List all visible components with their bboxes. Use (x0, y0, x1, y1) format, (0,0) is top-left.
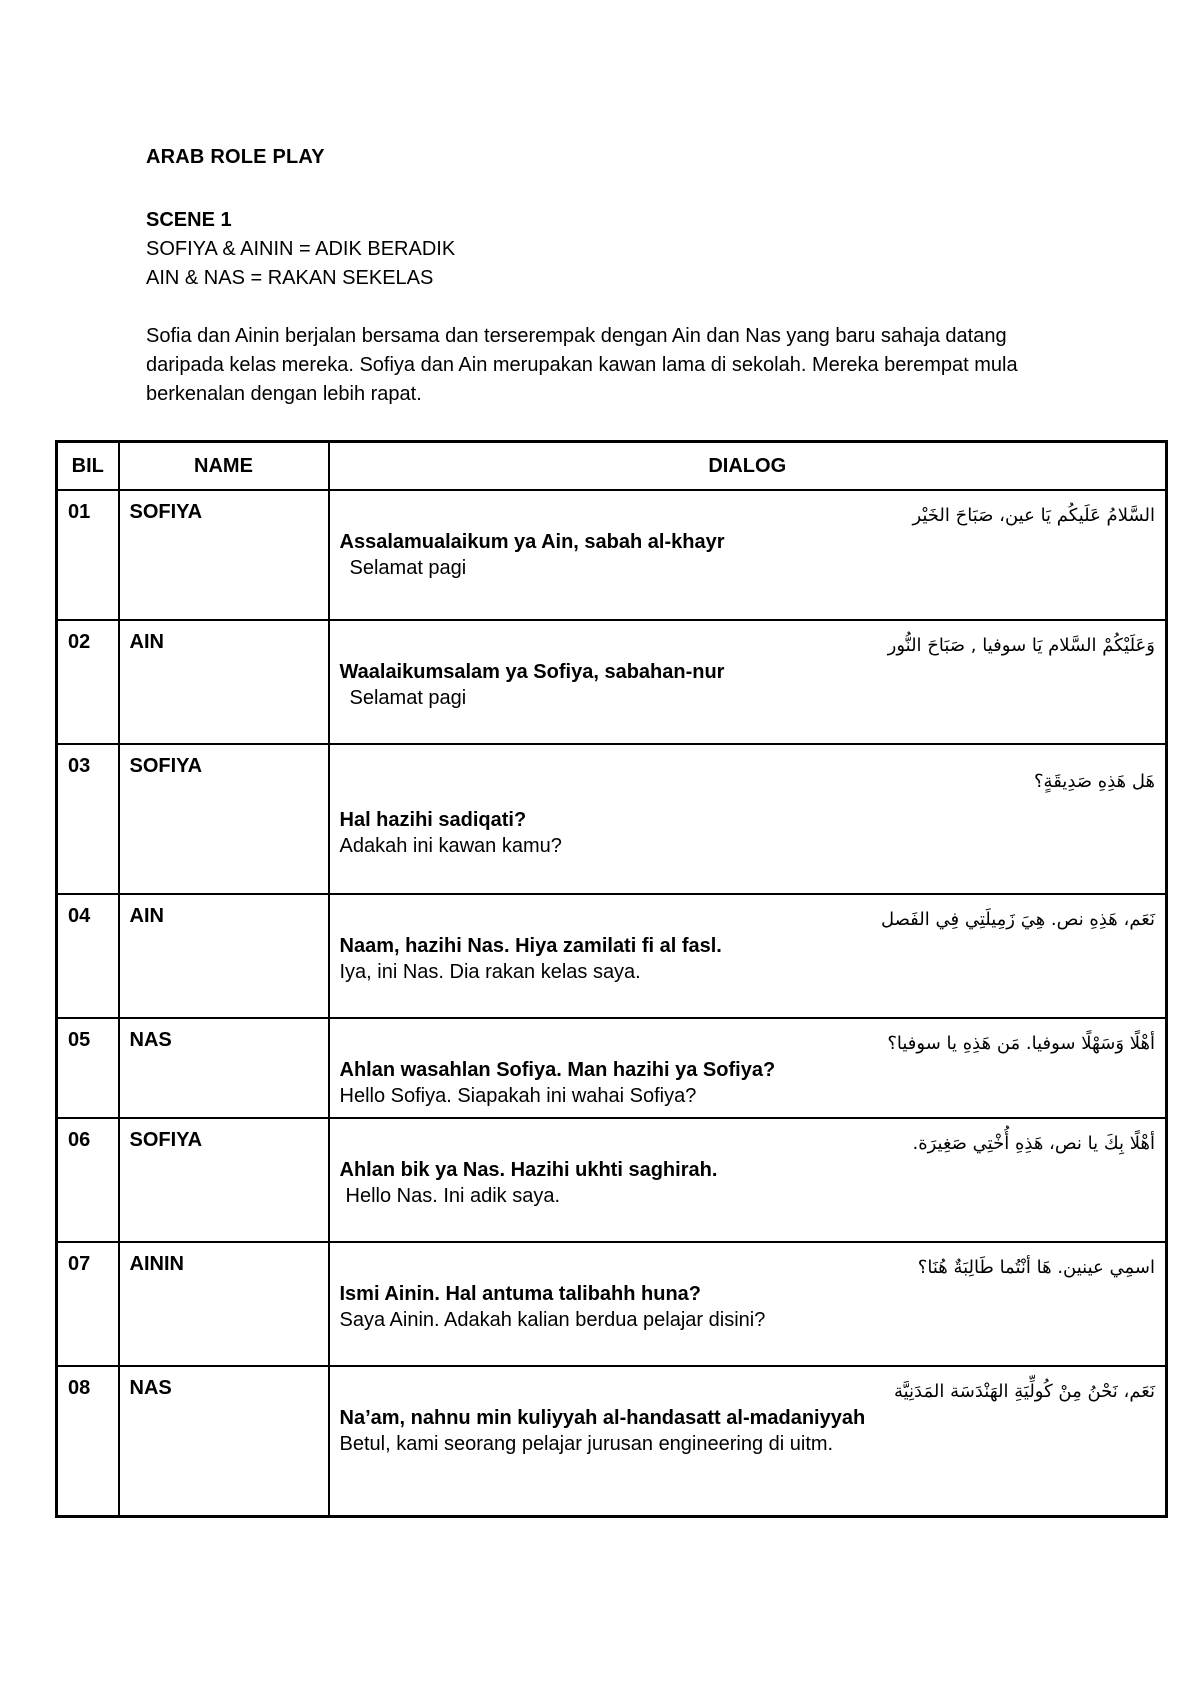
dialog-arabic: أهْلًا وَسَهْلًا سوفيا. مَن هَذِهِ يا سوفيا؟ (887, 1033, 1155, 1054)
header-dialog: DIALOG (329, 442, 1167, 491)
dialog-arabic: نَعَم، هَذِهِ نص. هِيَ زَمِيلَتِي فِي الفَصل (880, 909, 1155, 930)
dialog-translation: Betul, kami seorang pelajar jurusan engineering di uitm. (339, 1433, 834, 1455)
row-dialog (329, 894, 1167, 1018)
row-dialog (329, 1018, 1167, 1118)
row-name: AIN (119, 894, 329, 1018)
dialog-romanized: Ismi Ainin. Hal antuma talibahh huna? (339, 1283, 702, 1305)
intro-paragraph: Sofia dan Ainin berjalan bersama dan terserempak dengan Ain dan Nas yang baru sahaja datang daripada kelas mereka. Sofiya dan Ain merupakan kawan lama di sekolah. Mereka berempat mula berkenalan dengan lebih rapat. (146, 325, 1018, 405)
dialog-arabic: هَل هَذِهِ صَدِيقَةٍ؟ (1034, 771, 1155, 792)
table-row (57, 894, 1167, 1018)
table-header-row (57, 442, 1167, 491)
dialog-romanized: Naam, hazihi Nas. Hiya zamilati fi al fasl. (339, 935, 722, 957)
row-bil: 01 (57, 490, 119, 620)
dialog-arabic: اسمِي عينين. هَا أنْتُما طَالِبَةٌ هُنَا؟ (917, 1257, 1155, 1278)
dialog-romanized: Assalamualaikum ya Ain, sabah al-khayr (339, 531, 725, 553)
dialog-translation: Iya, ini Nas. Dia rakan kelas saya. (339, 961, 641, 983)
dialog-translation: Adakah ini kawan kamu? (339, 835, 562, 857)
row-name: SOFIYA (119, 1118, 329, 1242)
row-dialog (329, 490, 1167, 620)
row-dialog (329, 1242, 1167, 1366)
table-row (57, 490, 1167, 620)
dialog-romanized: Ahlan bik ya Nas. Hazihi ukhti saghirah. (339, 1159, 718, 1181)
dialog-romanized: Hal hazihi sadiqati? (339, 809, 527, 831)
row-name: NAS (119, 1018, 329, 1118)
row-name: NAS (119, 1366, 329, 1516)
table-row (57, 1366, 1167, 1516)
table-row (57, 1118, 1167, 1242)
row-bil: 08 (57, 1366, 119, 1516)
row-dialog (329, 1118, 1167, 1242)
scene-block (146, 206, 455, 293)
table-row (57, 1018, 1167, 1118)
header-name: NAME (119, 442, 329, 491)
scene-title: SCENE 1 (146, 209, 232, 231)
table-row (57, 1242, 1167, 1366)
row-name: SOFIYA (119, 744, 329, 894)
dialog-arabic: أهْلًا بِكَ يا نص، هَذِهِ أُخْتِي صَغِيرَة. (912, 1133, 1155, 1154)
dialog-romanized: Na’am, nahnu min kuliyyah al-handasatt al-madaniyyah (339, 1407, 866, 1429)
row-name: AIN (119, 620, 329, 744)
table-row (57, 744, 1167, 894)
row-bil: 03 (57, 744, 119, 894)
dialog-translation: Hello Sofiya. Siapakah ini wahai Sofiya? (339, 1085, 697, 1107)
document-title: ARAB ROLE PLAY (146, 146, 325, 168)
dialog-arabic: نَعَم، نَحْنُ مِنْ كُولِّيَةِ الهَنْدَسَة المَدَنِيَّة (893, 1381, 1155, 1402)
row-name: AININ (119, 1242, 329, 1366)
row-bil: 06 (57, 1118, 119, 1242)
scene-line-classmates: AIN & NAS = RAKAN SEKELAS (146, 267, 434, 289)
scene-line-siblings: SOFIYA & AININ = ADIK BERADIK (146, 238, 456, 260)
dialog-romanized: Waalaikumsalam ya Sofiya, sabahan-nur (339, 661, 725, 683)
row-dialog (329, 744, 1167, 894)
table-row (57, 620, 1167, 744)
dialog-translation: Selamat pagi (349, 557, 467, 579)
row-dialog (329, 1366, 1167, 1516)
row-bil: 07 (57, 1242, 119, 1366)
dialog-translation: Hello Nas. Ini adik saya. (345, 1185, 561, 1207)
dialog-table (55, 440, 1168, 1518)
header-bil: BIL (57, 442, 119, 491)
row-bil: 04 (57, 894, 119, 1018)
dialog-arabic: وَعَلَيْكُمْ السَّلام يَا سوفيا , صَبَاحَ النُّور (887, 635, 1155, 656)
row-bil: 05 (57, 1018, 119, 1118)
row-bil: 02 (57, 620, 119, 744)
dialog-translation: Selamat pagi (349, 687, 467, 709)
dialog-translation: Saya Ainin. Adakah kalian berdua pelajar disini? (339, 1309, 766, 1331)
row-name: SOFIYA (119, 490, 329, 620)
dialog-arabic: السَّلامُ عَلَيكُم يَا عين، صَبَاحَ الخَيْر (912, 505, 1155, 526)
dialog-romanized: Ahlan wasahlan Sofiya. Man hazihi ya Sofiya? (339, 1059, 776, 1081)
row-dialog (329, 620, 1167, 744)
